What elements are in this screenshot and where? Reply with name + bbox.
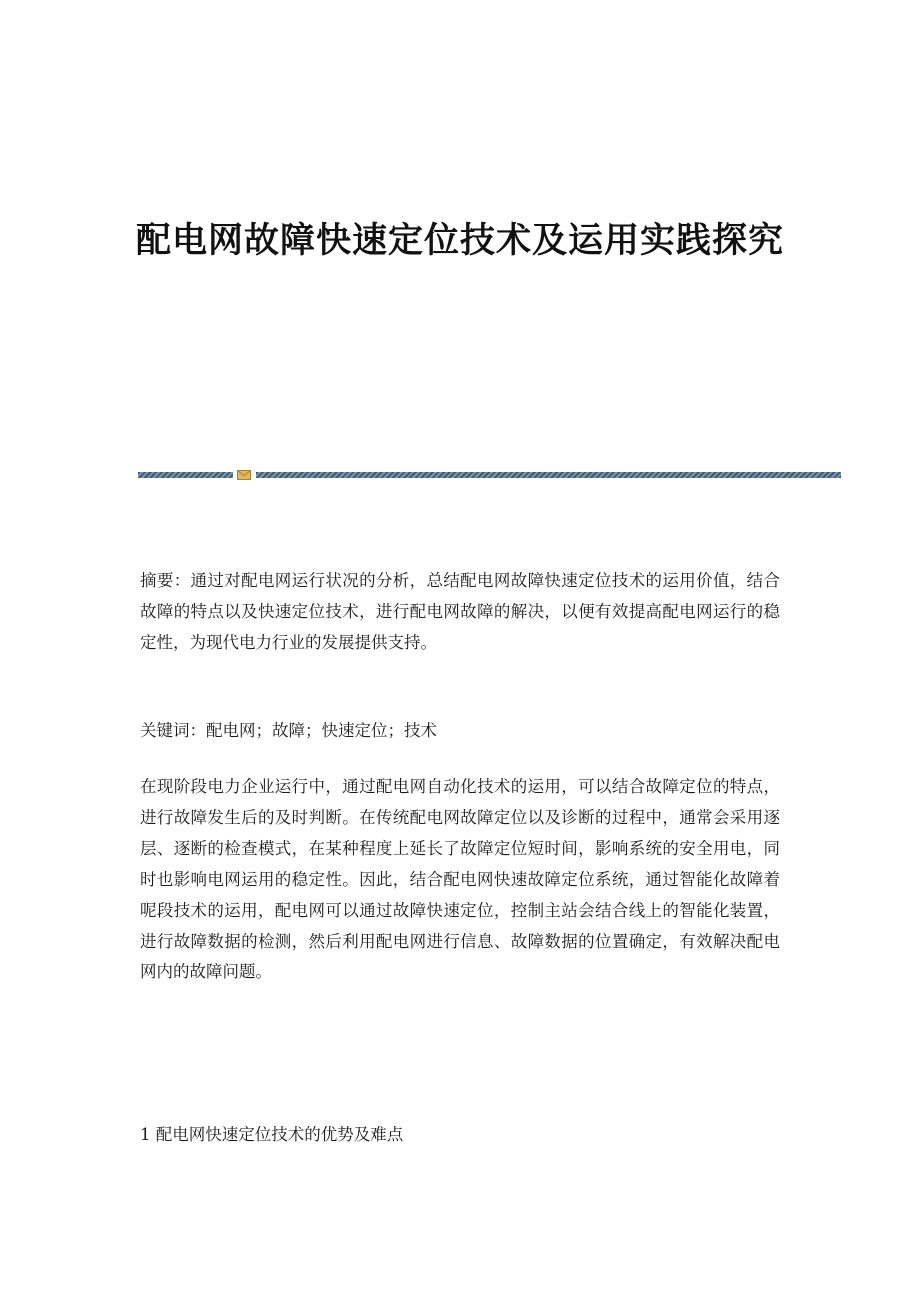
divider-bar-right — [256, 472, 841, 478]
abstract-paragraph: 摘要：通过对配电网运行状况的分析，总结配电网故障快速定位技术的运用价值，结合故障的特点以及快速定位技术，进行配电网故障的解决，以便有效提高配电网运行的稳定性，为现代电力行业的发展提供支持。 — [140, 571, 780, 652]
title-divider — [138, 470, 841, 480]
keywords-line: 关键词：配电网；故障；快速定位；技术 — [140, 721, 437, 740]
divider-bar-left — [138, 472, 233, 478]
envelope-ornament-icon — [237, 470, 251, 480]
document-title: 配电网故障快速定位技术及运用实践探究 — [135, 220, 784, 261]
section-heading: 1 配电网快速定位技术的优势及难点 — [140, 1125, 404, 1144]
body-paragraph: 在现阶段电力企业运行中，通过配电网自动化技术的运用，可以结合故障定位的特点，进行故障发生后的及时判断。在传统配电网故障定位以及诊断的过程中，通常会采用逐层、逐断的检查模式，在某种程度上延长了故障定位短时间，影响系统的安全用电，同时也影响电网运用的稳定性。因此，结合配电网快速故障定位系统，通过智能化故障着呢段技术的运用，配电网可以通过故障快速定位，控制主站会结合线上的智能化装置，进行故障数据的检测，然后利用配电网进行信息、故障数据的位置确定，有效解决配电网内的故障问题。 — [140, 777, 780, 982]
